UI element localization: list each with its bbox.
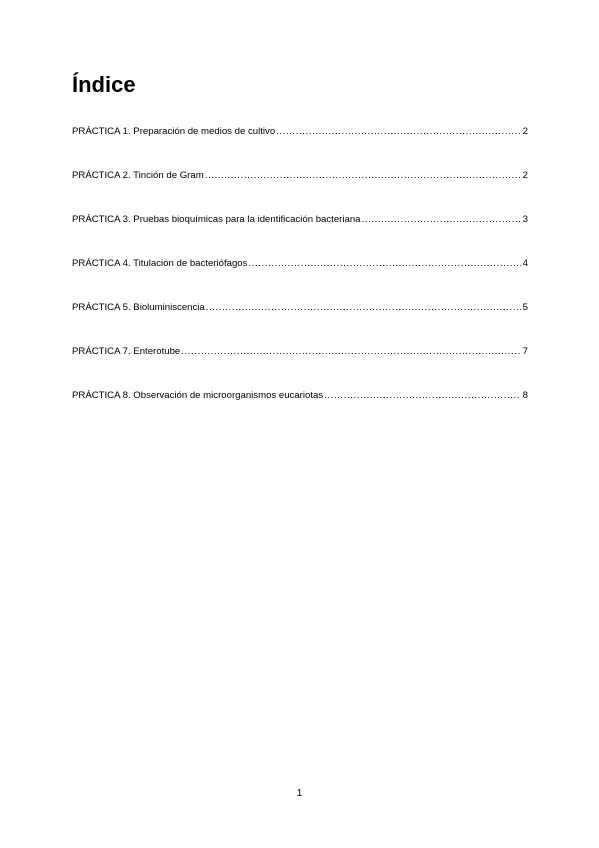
toc-dot-leader [205,169,521,183]
toc-entry-label: PRÁCTICA 2. Tinción de Gram [72,170,204,181]
toc-entry-page: 8 [522,390,528,401]
toc-entry-page: 5 [522,302,528,313]
toc-entry-label: PRÁCTICA 7. Enterotube [72,346,181,357]
toc-entry-label: PRÁCTICA 8. Observación de microorganismos eucariotas [72,390,324,401]
toc-dot-leader [206,301,521,315]
toc-entry-practica-8[interactable] [72,389,528,403]
toc-entry-label: PRÁCTICA 5. Bioluminiscencia [72,302,205,313]
toc-entry-practica-1[interactable] [72,125,528,139]
toc-dot-leader [248,257,520,271]
toc-entry-practica-2[interactable] [72,169,528,183]
toc-dot-leader [276,125,520,139]
toc-dot-leader [324,389,521,403]
page-number: 1 [296,788,303,799]
toc-entry-practica-5[interactable] [72,301,528,315]
toc-entry-page: 2 [522,126,528,137]
toc-entry-practica-4[interactable] [72,257,528,271]
toc-dot-leader [181,345,520,359]
toc-entry-page: 4 [522,258,528,269]
toc-entry-practica-7[interactable] [72,345,528,359]
toc-entry-label: PRÁCTICA 1. Preparación de medios de cultivo [72,126,276,137]
toc-entry-practica-3[interactable] [72,213,528,227]
page-title: Índice [72,72,136,97]
toc-entry-page: 7 [522,346,528,357]
table-of-contents [72,125,528,433]
toc-entry-label: PRÁCTICA 4. Titulación de bacteriófagos [72,258,248,269]
toc-entry-page: 3 [522,214,528,225]
toc-entry-label: PRÁCTICA 3. Pruebas bioquímicas para la identificación bacteriana [72,214,361,225]
toc-dot-leader [362,213,521,227]
toc-entry-page: 2 [522,170,528,181]
